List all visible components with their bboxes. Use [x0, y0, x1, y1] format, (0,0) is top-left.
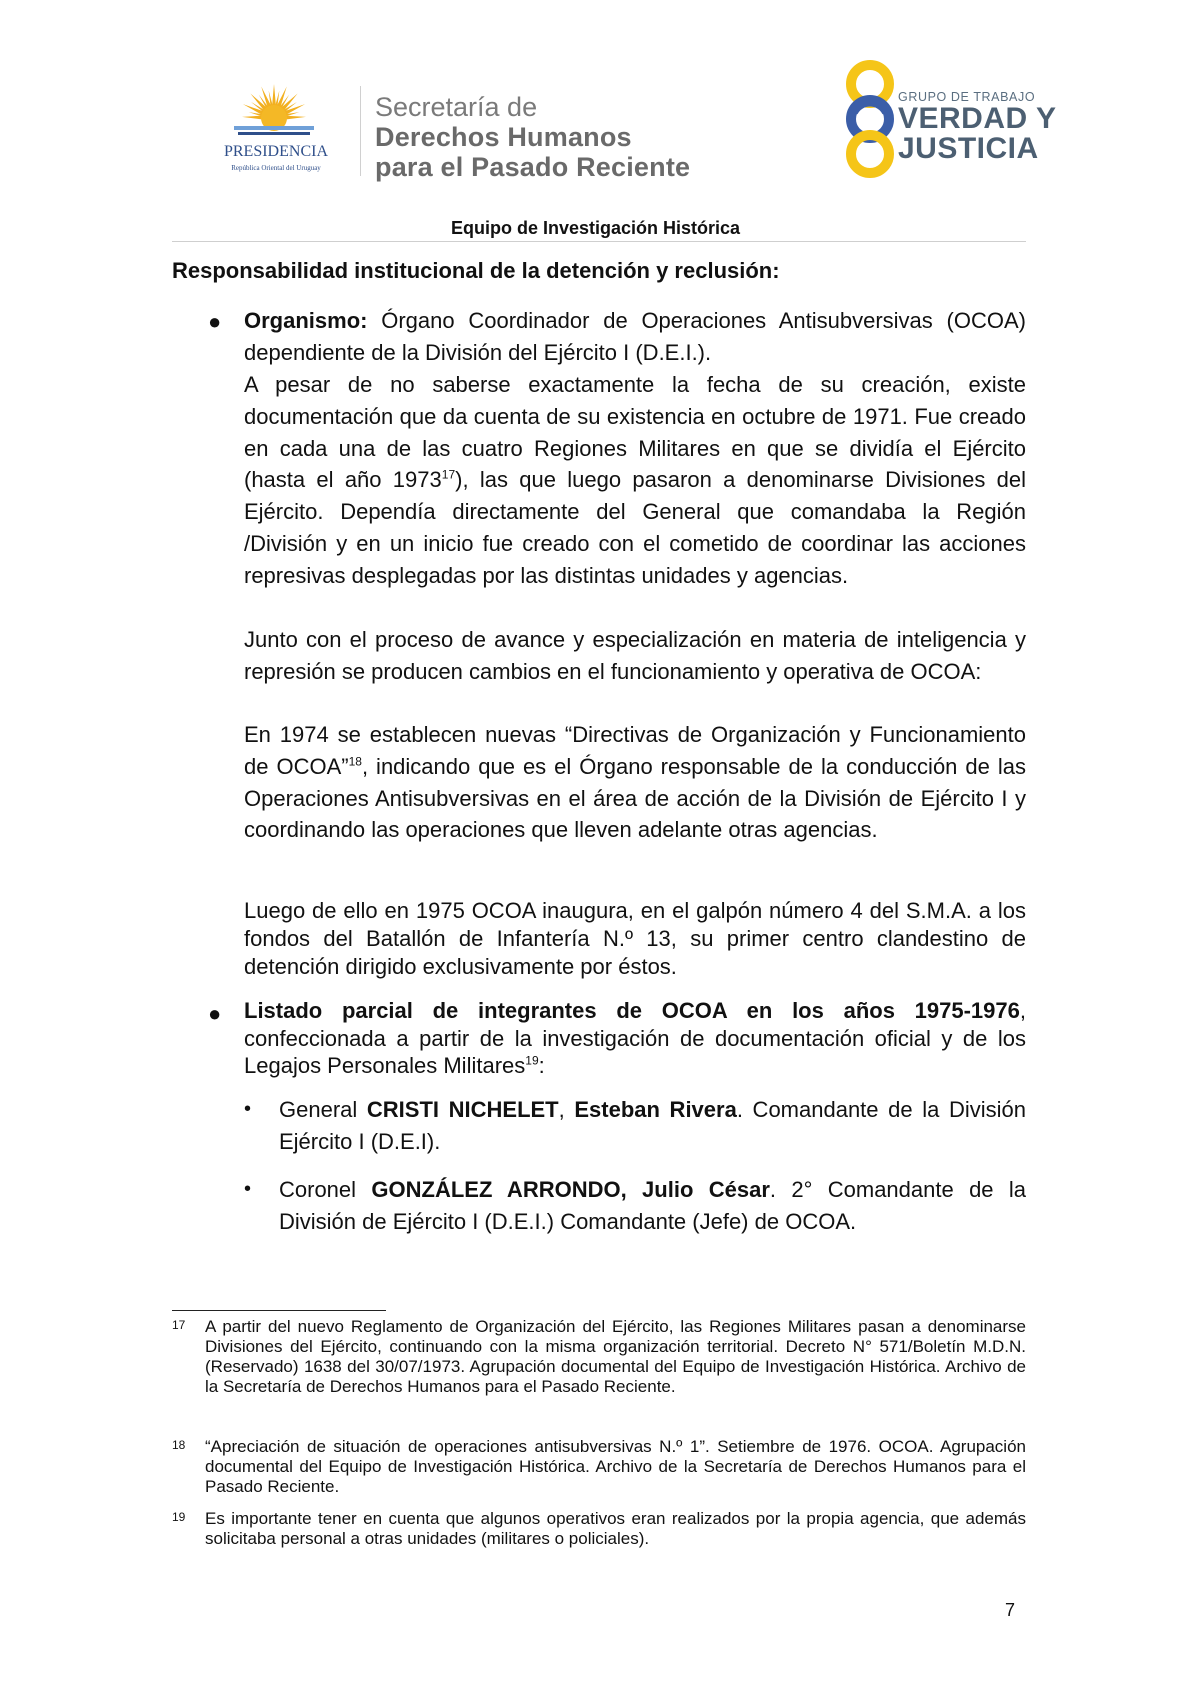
footnote-ref-17[interactable]: 17: [441, 468, 456, 483]
header-subtitle: Equipo de Investigación Histórica: [450, 218, 741, 238]
section-heading: Responsabilidad institucional de la detención y reclusión:: [172, 258, 780, 283]
verdad-justicia-text: [898, 90, 1056, 164]
item1-label: Organismo:: [244, 308, 368, 333]
item1-p2-a: A pesar de no saberse exactamente la fecha de su creación, existe documentación que da cuenta de su existencia en octubre de 1971. Fue creado en cada una de las cuatro Regiones Militares en que se dividía el Ejército (hasta el año 1973: [244, 372, 1026, 493]
secretaria-line-1: Secretaría de: [375, 92, 538, 122]
secretaria-title: [375, 92, 690, 182]
item1-paragraph-5: Luego de ello en 1975 OCOA inaugura, en el galpón número 4 del S.M.A. a los fondos del Batallón de Infantería N.º 13, su primer centro clandestino de detención dirigido exclusivamente por éstos.: [244, 898, 1026, 979]
bullet-2: ●: [208, 1001, 222, 1026]
vyj-small-text: GRUPO DE TRABAJO: [898, 90, 1036, 104]
item1-paragraph-3: Junto con el proceso de avance y especialización en materia de inteligencia y represión se producen cambios en el funcionamiento y operativa de OCOA:: [244, 627, 1026, 684]
header-rule: [172, 241, 1026, 242]
logo-divider: [360, 86, 361, 176]
member-item: [279, 1174, 1026, 1237]
footnote-number: 19: [172, 1510, 186, 1524]
member-description: . 2° Comandante de la División de Ejército I (D.E.I.) Comandante (Jefe) de OCOA.: [279, 1177, 1027, 1234]
member-separator: ,: [558, 1097, 575, 1122]
item2-text: , confeccionada a partir de la investigación de documentación oficial y de los Legajos Personales Militares: [244, 998, 1026, 1078]
member-rank: General: [279, 1097, 367, 1122]
footnote-text: A partir del nuevo Reglamento de Organización del Ejército, las Regiones Militares pasan a denominarse Divisiones del Ejército, continuando con la misma organización territorial. Decreto N° 571/Boletín M.D.N. (Reservado) 1638 del 30/07/1973. Agrupación documental del Equipo de Investigación Histórica. Archivo de la Secretaría de Derechos Humanos para el Pasado Reciente.: [205, 1317, 1026, 1396]
presidencia-logo-subtext: República Oriental del Uruguay: [231, 164, 321, 172]
vyj-line-1: VERDAD Y: [898, 102, 1057, 135]
sun-emblem-icon: [196, 82, 356, 178]
presidencia-logo-text: PRESIDENCIA: [223, 143, 329, 160]
item1-paragraph-4: [244, 719, 1026, 846]
footnote-number: 18: [172, 1438, 186, 1452]
member-description: . Comandante de la División Ejército I (D.E.I).: [279, 1097, 1026, 1154]
member-item: [279, 1094, 1026, 1157]
vyj-line-2: JUSTICIA: [898, 132, 1039, 165]
footnote-text: Es importante tener en cuenta que algunos operativos eran realizados por la propia agencia, que además solicitaba personal a otras unidades (militares o policiales).: [205, 1509, 1026, 1548]
member-name: CRISTI NICHELET: [366, 1097, 559, 1122]
member-bullet-2: •: [244, 1178, 252, 1200]
footnote-number: 17: [172, 1318, 186, 1332]
footnote-ref-18[interactable]: 18: [348, 754, 362, 769]
item1-p4-b: , indicando que es el Órgano responsable de la conducción de las Operaciones Antisubversivas en el área de acción de la División de Ejército I y coordinando las operaciones que lleven adelante otras agencias.: [244, 753, 1027, 843]
item2-tail: :: [538, 1053, 545, 1078]
footnote-rule: [172, 1310, 386, 1311]
secretaria-line-2: Derechos Humanos: [375, 122, 632, 152]
member-name: GONZÁLEZ ARRONDO, Julio César: [371, 1177, 770, 1202]
footnote-ref-19[interactable]: 19: [525, 1053, 539, 1068]
presidencia-logo: [196, 82, 356, 178]
member-bullet-1: •: [244, 1098, 252, 1120]
footnote-text: “Apreciación de situación de operaciones antisubversivas N.º 1”. Setiembre de 1976. OCOA. Agrupación documental del Equipo de Investigación Histórica. Archivo de la Secretaría de Derechos Humanos para el Pasado Reciente.: [205, 1437, 1026, 1496]
bullet-1: ●: [208, 309, 222, 334]
item1-intro: [244, 305, 1026, 369]
item2-intro: [244, 997, 1026, 1080]
page-number: 7: [1005, 1600, 1016, 1620]
item1-p2-b: ), las que luego pasaron a denominarse Divisiones del Ejército. Dependía directamente del General que comandaba la Región /División y en un inicio fue creado con el cometido de coordinar las acciones represivas desplegadas por las distintas unidades y agencias.: [244, 467, 1026, 588]
item1-p4-a: En 1974 se establecen nuevas “Directivas de Organización y Funcionamiento de OCOA”: [244, 722, 1026, 779]
item1-paragraph-2: [244, 369, 1026, 592]
secretaria-line-3: para el Pasado Reciente: [375, 152, 691, 182]
member-name: Esteban Rivera: [574, 1097, 737, 1122]
item2-label: Listado parcial de integrantes de OCOA en los años 1975-1976: [244, 998, 1020, 1023]
member-rank: Coronel: [279, 1177, 372, 1202]
item1-text: Órgano Coordinador de Operaciones Antisubversivas (OCOA) dependiente de la División del Ejército I (D.E.I.).: [244, 308, 1026, 365]
